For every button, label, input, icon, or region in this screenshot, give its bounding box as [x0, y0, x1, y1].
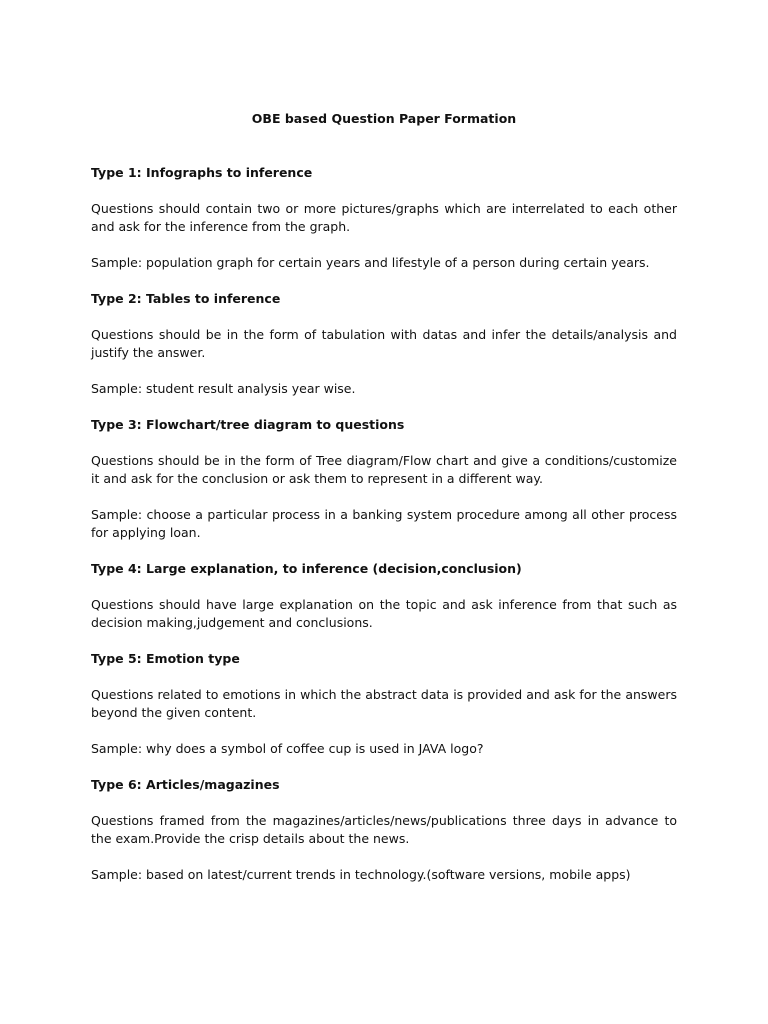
section-4-description: Questions should have large explanation on the topic and ask inference from that such as decision making,judgement and conclusions. — [91, 597, 677, 630]
section-1-heading: Type 1: Infographs to inference — [91, 165, 313, 180]
section-4-heading: Type 4: Large explanation, to inference (decision,conclusion) — [91, 561, 522, 576]
section-3-description: Questions should be in the form of Tree diagram/Flow chart and give a conditions/customize it and ask for the conclusion or ask them to represent in a different way. — [91, 453, 677, 486]
section-2-description: Questions should be in the form of tabulation with datas and infer the details/analysis and justify the answer. — [91, 327, 677, 360]
section-3-sample: Sample: choose a particular process in a banking system procedure among all other process for applying loan. — [91, 507, 677, 540]
section-6-sample: Sample: based on latest/current trends in technology.(software versions, mobile apps) — [91, 867, 631, 882]
document-page — [91, 110, 677, 902]
section-2-heading: Type 2: Tables to inference — [91, 291, 281, 306]
section-6-heading: Type 6: Articles/magazines — [91, 777, 280, 792]
section-1-description: Questions should contain two or more pictures/graphs which are interrelated to each other and ask for the inference from the graph. — [91, 201, 677, 234]
section-5-heading: Type 5: Emotion type — [91, 651, 240, 666]
section-6-description: Questions framed from the magazines/articles/news/publications three days in advance to the exam.Provide the crisp details about the news. — [91, 813, 677, 846]
section-2-sample: Sample: student result analysis year wise. — [91, 381, 356, 396]
section-1-sample: Sample: population graph for certain years and lifestyle of a person during certain years. — [91, 255, 650, 270]
section-3-heading: Type 3: Flowchart/tree diagram to questions — [91, 417, 405, 432]
section-5-description: Questions related to emotions in which the abstract data is provided and ask for the answers beyond the given content. — [91, 687, 677, 720]
document-title: OBE based Question Paper Formation — [251, 111, 517, 126]
section-5-sample: Sample: why does a symbol of coffee cup is used in JAVA logo? — [91, 741, 484, 756]
